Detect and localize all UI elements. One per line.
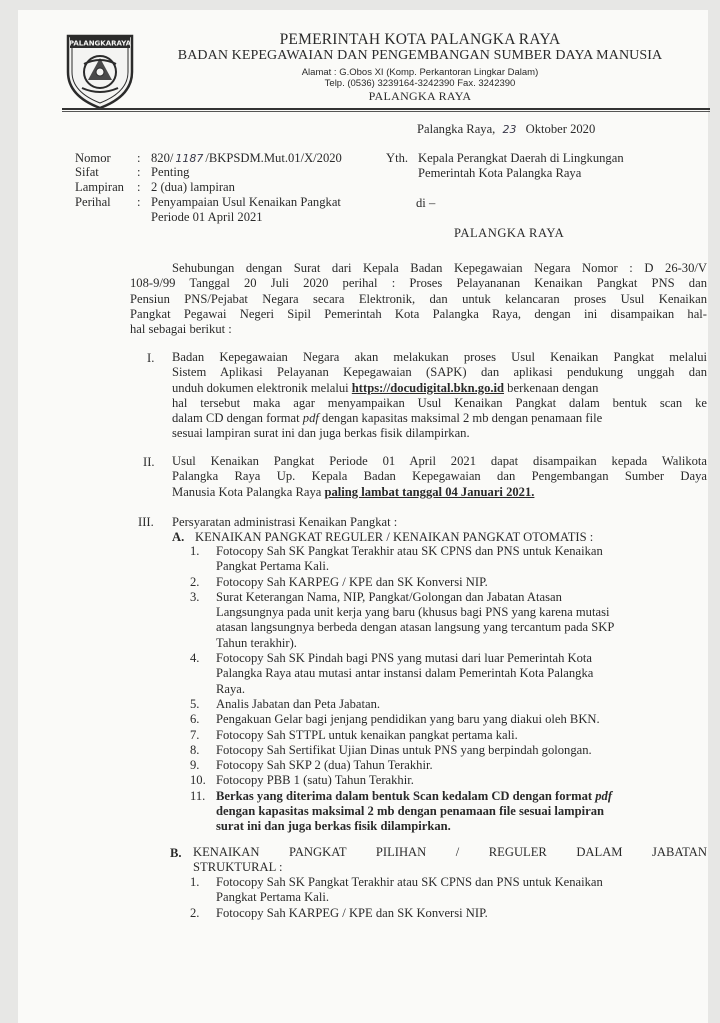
nomor-prefix: 820/ xyxy=(151,151,174,165)
letterhead-city: PALANGKA RAYA xyxy=(368,89,472,103)
intro-line: Sehubungan dengan Surat dari Kepala Badan Kepegawaian Negara Nomor : D 26-30/V xyxy=(172,261,707,275)
section-i-text-part: unduh dokumen elektronik melalui xyxy=(172,380,349,395)
list-item xyxy=(190,875,707,890)
list-number: 4. xyxy=(190,651,200,666)
list-item-cont: Langsungnya pada unit kerja yang baru (khusus bagi PNS yang karena mutasi xyxy=(216,605,610,620)
date-day-handwritten: 23 xyxy=(502,123,517,136)
date-place: Palangka Raya, xyxy=(417,122,496,136)
list-text: Fotocopy Sah KARPEG / KPE dan SK Konversi NIP. xyxy=(216,574,488,589)
list-text: Fotocopy Sah SK Pangkat Terakhir atau SK CPNS dan PNS untuk Kenaikan xyxy=(216,875,603,889)
nomor-label: Nomor xyxy=(75,151,111,165)
colon: : xyxy=(137,195,141,209)
section-ii-line: Usul Kenaikan Pangkat Periode 01 April 2021 dapat disampaikan kepada Walikota xyxy=(172,454,707,468)
recipient-di: di – xyxy=(416,196,436,210)
list-item xyxy=(190,697,707,712)
city-emblem-logo xyxy=(64,30,136,110)
list-number: 1. xyxy=(190,544,200,558)
section-i-line xyxy=(172,381,707,396)
subsection-a-label: A. xyxy=(172,530,185,544)
pdf-format-text: pdf xyxy=(302,411,319,426)
list-text: Berkas yang diterima dalam bentuk Scan kedalam CD dengan format xyxy=(216,788,596,803)
list-text: Fotocopy Sah SK Pangkat Terakhir atau SK CPNS dan PNS untuk Kenaikan xyxy=(216,544,603,558)
list-text: Surat Keterangan Nama, NIP, Pangkat/Golongan dan Jabatan Atasan xyxy=(216,589,562,604)
intro-paragraph xyxy=(130,261,707,337)
list-item-cont: dengan kapasitas maksimal 2 mb dengan penamaan file sesuai lampiran xyxy=(216,804,605,819)
subsection-a-list xyxy=(190,544,707,835)
section-iii-title: Persyaratan administrasi Kenaikan Pangkat : xyxy=(172,515,398,529)
logo-banner-text: PALANGKARAYA xyxy=(68,39,132,48)
pdf-format-text: pdf xyxy=(595,788,613,803)
sifat-label: Sifat xyxy=(75,165,99,179)
section-ii-line xyxy=(172,485,707,500)
section-i-text-part: berkenaan dengan xyxy=(504,380,599,395)
list-number: 8. xyxy=(190,742,200,757)
list-item xyxy=(190,758,707,773)
colon: : xyxy=(137,180,141,194)
letterhead-agency: BADAN KEPEGAWAIAN DAN PENGEMBANGAN SUMBER DAYA MANUSIA xyxy=(177,48,663,63)
subsection-b-title-line: KENAIKAN PANGKAT PILIHAN / REGULER DALAM JABATAN xyxy=(193,845,707,859)
list-item xyxy=(190,544,707,559)
subsection-a-title: KENAIKAN PANGKAT REGULER / KENAIKAN PANGKAT OTOMATIS : xyxy=(195,530,594,544)
date-month-year: Oktober 2020 xyxy=(525,122,596,136)
letter-date xyxy=(417,122,595,137)
sifat-value: Penting xyxy=(151,165,190,179)
list-item-cont: Palangka Raya atau mutasi antar instansi dalam Pemerintah Kota Palangka xyxy=(216,666,594,681)
list-item-cont: atasan langsungnya berbeda dengan atasan langsung yang tercantum pada SKP xyxy=(216,620,615,635)
list-item-cont: surat ini dan juga berkas fisik dilampirkan. xyxy=(216,819,451,834)
list-text: Analis Jabatan dan Peta Jabatan. xyxy=(216,696,381,711)
section-i-line: Badan Kepegawaian Negara akan melakukan proses Usul Kenaikan Pangkat melalui xyxy=(172,350,707,364)
deadline-text: paling lambat tanggal 04 Januari 2021. xyxy=(324,484,535,499)
perihal-line2: Periode 01 April 2021 xyxy=(151,210,263,224)
list-number: 9. xyxy=(190,758,200,773)
letterhead-rule-thin xyxy=(62,111,710,112)
list-item xyxy=(190,590,707,605)
subsection-b-title xyxy=(193,845,707,876)
recipient-yth: Yth. xyxy=(386,151,409,165)
list-text: Fotocopy PBB 1 (satu) Tahun Terakhir. xyxy=(216,773,414,788)
list-item xyxy=(190,789,707,804)
perihal-line1: Penyampaian Usul Kenaikan Pangkat xyxy=(151,195,341,209)
list-number: 2. xyxy=(190,574,200,589)
perihal-label: Perihal xyxy=(75,195,111,209)
subsection-b-label: B. xyxy=(170,846,182,860)
section-i-text-part: dengan kapasitas maksimal 2 mb dengan penamaan file xyxy=(318,411,603,426)
section-i-text xyxy=(172,350,707,442)
list-text: Fotocopy Sah STTPL untuk kenaikan pangkat pertama kali. xyxy=(216,727,518,742)
list-number: 3. xyxy=(190,589,200,604)
section-i-text-part: dalam CD dengan format xyxy=(172,411,303,426)
colon: : xyxy=(137,165,141,179)
docudigital-link[interactable]: https://docudigital.bkn.go.id xyxy=(351,380,505,395)
list-number: 7. xyxy=(190,727,200,742)
recipient-line1: Kepala Perangkat Daerah di Lingkungan xyxy=(418,151,624,165)
lampiran-label: Lampiran xyxy=(75,180,124,194)
section-ii-line: Palangka Raya Up. Kepala Badan Kepegawaian dan Pengembangan Sumber Daya xyxy=(172,469,707,484)
list-item-cont: Raya. xyxy=(216,681,246,696)
letterhead-government: PEMERINTAH KOTA PALANGKA RAYA xyxy=(279,31,561,48)
list-item-cont: Tahun terakhir). xyxy=(216,635,297,650)
recipient-city: PALANGKA RAYA xyxy=(454,226,565,240)
section-i-line: sesuai lampiran surat ini dan juga berkas fisik dilampirkan. xyxy=(172,426,470,441)
list-text: Fotocopy Sah SK Pindah bagi PNS yang mutasi dari luar Pemerintah Kota xyxy=(216,651,593,666)
list-number: 1. xyxy=(190,875,200,889)
list-number: 2. xyxy=(190,905,200,920)
list-number: 11. xyxy=(190,788,206,803)
subsection-b-list xyxy=(190,875,707,921)
letterhead-phone: Telp. (0536) 3239164-3242390 Fax. 3242390 xyxy=(324,78,516,89)
list-number: 10. xyxy=(190,773,206,788)
colon: : xyxy=(137,151,141,165)
list-item xyxy=(190,906,707,921)
intro-line: 108-9/99 Tanggal 20 Juli 2020 perihal : Proses Pelayananan Kenaikan Pangkat PNS dan xyxy=(130,276,707,291)
list-item xyxy=(190,575,707,590)
list-number: 6. xyxy=(190,712,200,727)
list-text: Pengakuan Gelar bagi jenjang pendidikan yang baru yang diakui oleh BKN. xyxy=(216,712,600,727)
list-item-cont: Pangkat Pertama Kali. xyxy=(216,890,329,905)
list-item xyxy=(190,728,707,743)
section-i-number: I. xyxy=(147,351,155,365)
list-item xyxy=(190,773,707,788)
section-ii-number: II. xyxy=(143,455,155,469)
nomor-suffix: /BKPSDM.Mut.01/X/2020 xyxy=(205,151,342,165)
intro-line: Pangkat Pegawai Negeri Sipil Pemerintah Kota Palangka Raya, dengan ini disampaikan hal- xyxy=(130,306,707,321)
letterhead-address: Alamat : G.Obos XI (Komp. Perkantoran Lingkar Dalam) xyxy=(301,67,539,78)
list-item xyxy=(190,651,707,666)
nomor-value xyxy=(151,151,342,166)
section-iii-number: III. xyxy=(138,515,154,529)
list-item xyxy=(190,743,707,758)
list-text: Fotocopy Sah Sertifikat Ujian Dinas untuk PNS yang berpindah golongan. xyxy=(216,742,592,757)
section-ii-text xyxy=(172,454,707,500)
intro-line: hal sebagai berikut : xyxy=(130,322,232,337)
list-number: 5. xyxy=(190,696,200,711)
section-ii-text-part: Manusia Kota Palangka Raya xyxy=(172,484,325,499)
nomor-handwritten: 1187 xyxy=(175,152,204,165)
section-i-line: Sistem Aplikasi Pelayanan Kepegawaian (SAPK) dan aplikasi pendukung unggah dan xyxy=(172,365,707,380)
list-item xyxy=(190,712,707,727)
list-item-cont: Pangkat Pertama Kali. xyxy=(216,559,329,574)
list-text: Fotocopy Sah SKP 2 (dua) Tahun Terakhir. xyxy=(216,758,433,773)
recipient-line2: Pemerintah Kota Palangka Raya xyxy=(418,166,582,180)
intro-line: Pensiun PNS/Pejabat Negara secara Elektronik, dan untuk kelancaran proses Usul Kenaikan xyxy=(130,291,707,306)
section-i-line xyxy=(172,411,707,426)
lampiran-value: 2 (dua) lampiran xyxy=(151,180,235,194)
list-text: Fotocopy Sah KARPEG / KPE dan SK Konversi NIP. xyxy=(216,905,488,920)
subsection-b-title-line: STRUKTURAL : xyxy=(193,860,283,875)
letterhead-rule-thick xyxy=(62,108,710,110)
section-i-line: hal tersebut maka agar menyampaikan Usul Kenaikan Pangkat dalam bentuk scan ke xyxy=(172,395,707,410)
